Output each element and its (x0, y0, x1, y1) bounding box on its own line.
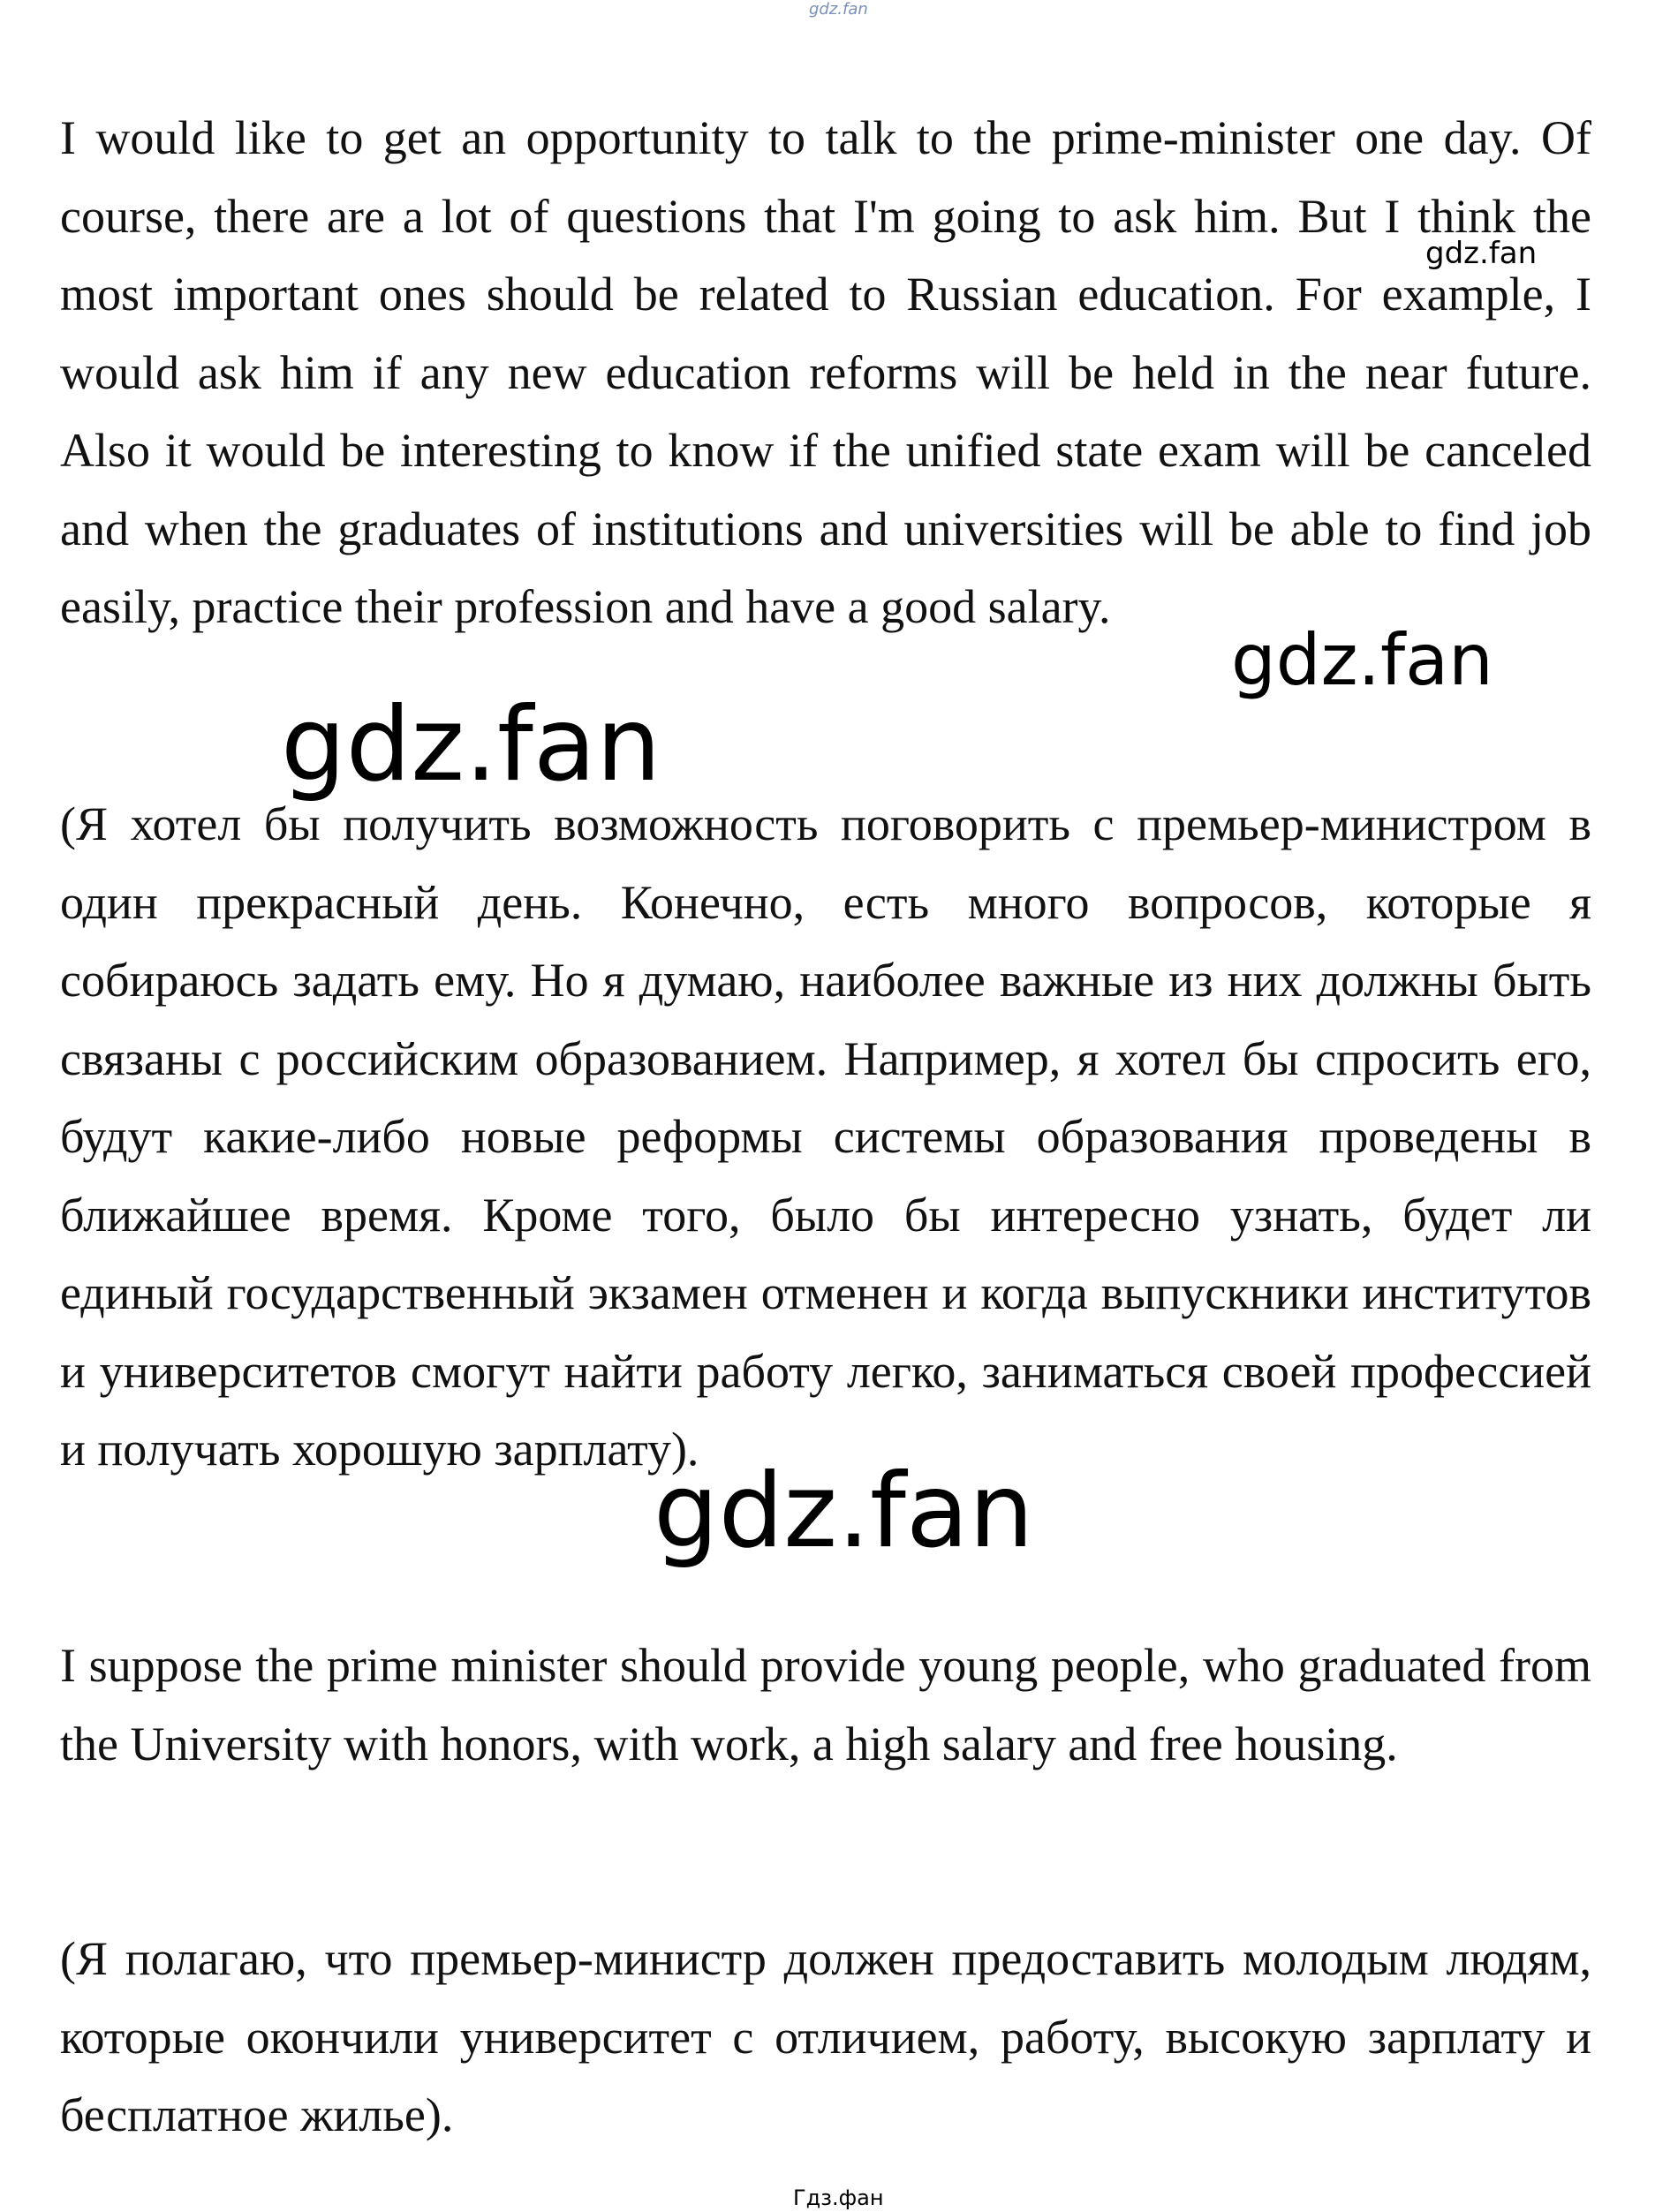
watermark-big-left: gdz.fan (281, 685, 661, 804)
paragraph-russian-1: (Я хотел бы получить возможность поговорить с премьер-министром в один прекрасный день. Конечно, есть много вопросов, которые я собираюсь задать ему. Но я думаю, наиболее важные из них должны быть связаны с российским образованием. Например, я хотел бы спросить его, будут какие-либо новые реформы системы образования проведены в ближайшее время. Кроме того, было бы интересно узнать, будет ли единый государственный экзамен отменен и когда выпускники институтов и университетов смогут найти работу легко, заниматься своей профессией и получать хорошую зарплату). (60, 797, 1591, 1476)
watermark-small: gdz.fan (1425, 236, 1538, 271)
watermark-big-center: gdz.fan (654, 1452, 1034, 1571)
paragraph-russian-2: (Я полагаю, что премьер-министр должен предоставить молодым людям, которые окончили университет с отличием, работу, высокую зарплату и бесплатное жилье). (60, 1932, 1591, 2141)
watermark-footer: Гдз.фан (793, 2186, 884, 2210)
watermark-top: gdz.fan (809, 0, 868, 19)
paragraph-english-2: I suppose the prime minister should provide young people, who graduated from the University with honors, with work, a high salary and free housing. (60, 1639, 1591, 1770)
watermark-mid-right: gdz.fan (1231, 619, 1493, 701)
paragraph-english-1: I would like to get an opportunity to talk to the prime-minister one day. Of course, there are a lot of questions that I'm going to ask him. But I think the most important ones should be related to Russian education. For example, I would ask him if any new education reforms will be held in the near future. Also it would be interesting to know if the unified state exam will be canceled and when the graduates of institutions and universities will be able to find job easily, practice their profession and have a good salary. (60, 111, 1591, 633)
